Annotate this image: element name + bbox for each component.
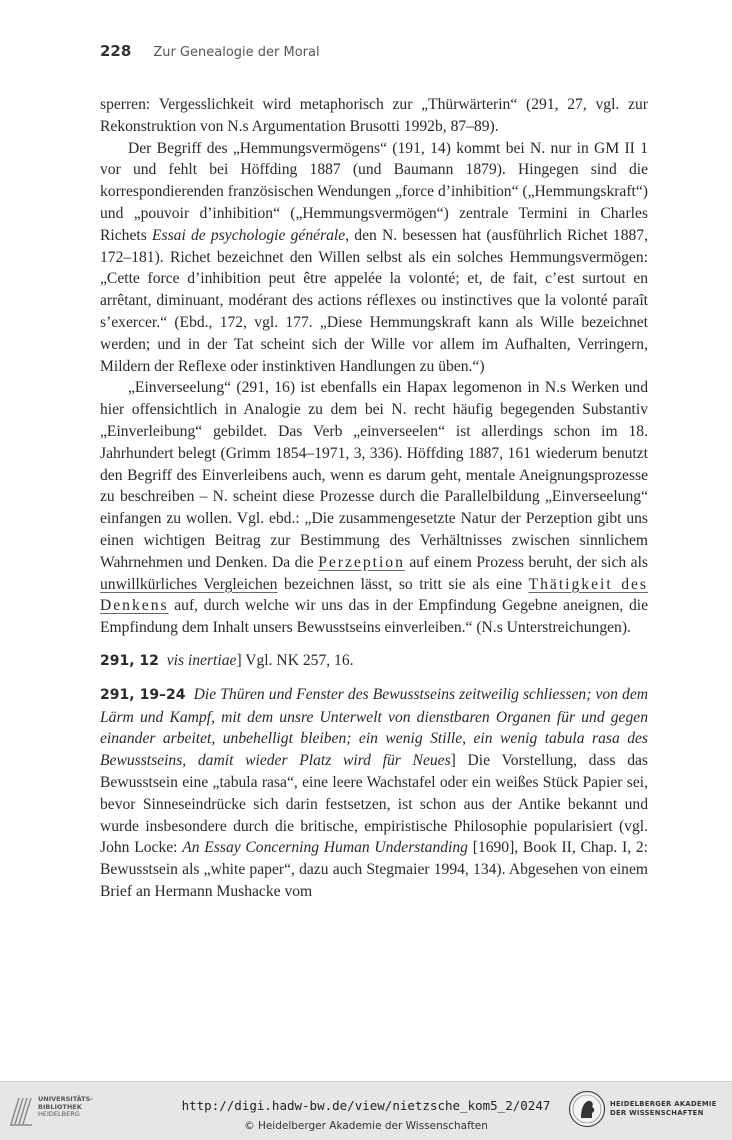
lemma-reference: 291, 19–24 [100,686,186,703]
underlined-perzeption: Perzeption [318,553,405,571]
underlined-vergleichen: unwillkürliches Vergleichen [100,575,278,593]
lemma-reference: 291, 12 [100,652,159,669]
running-title: Zur Genealogie der Moral [153,45,320,60]
library-name: UNIVERSITÄTS- BIBLIOTHEK HEIDELBERG [38,1095,93,1118]
lemma-text: vis inertiae [166,651,237,669]
copyright-notice: © Heidelberger Akademie der Wissenschaften [244,1120,488,1132]
lemma-text: Die Thüren und Fenster des Bewusstseins zeitweilig schliessen; von dem Lärm und Kampf, mit dem unsre Unterwelt von dienstbaren Organen für und gegen einander arbeitet, unbehelligt bleiben; ein wenig Stille, ein wenig tabula rasa des Bewusstseins, damit wieder Platz wird für Neues [100,685,648,770]
paragraph-1: sperren: Vergesslichkeit wird metaphorisch zur „Thürwärterin“ (291, 27, vgl. zur Rekonstruktion von N.s Argumentation Brusotti 1992b, 87–89). [100,96,648,135]
commentary-text [100,94,648,903]
underlined-taetigkeit: Thätigkeit des Denkens [100,575,648,615]
paragraph-3: „Einverseelung“ (291, 16) ist ebenfalls ein Hapax legomenon in N.s Werken und hier offensichtlich in Analogie zu dem bei N. recht häufig begegenden Substantiv „Einverleibung“ gebildet. Das Verb „einverseelen“ ist allerdings schon im 18. Jahrhundert belegt (Grimm 1854–1971, 3, 336). Höffding 1887, 161 wiederum benutzt den Begriff des Einverleibens auch, wenn es darum geht, mentale Aneignungsprozesse zu beschreiben – N. scheint diese Prozesse durch die Parallelbildung „Einverseelung“ einfangen zu wollen. Vgl. ebd.: „Die zusammengesetzte Natur der Perzeption gibt uns einen wichtigen Beitrag zur Bestimmung des Verhältnisses zwischen sinnlichem Wahrnehmen und Denken. Da die Perzeption auf einem Prozess beruht, der sich als unwillkürliches Vergleichen bezeichnen lässt, so tritt sie als eine Thätigkeit des Denkens auf, durch welche wir uns das in der Empfindung Gegebne aneignen, die Empfindung dem Inhalt unsers Bewusstseins einverleiben.“ (N.s Unterstreichungen). [100,379,648,637]
source-url-link[interactable]: http://digi.hadw-bw.de/view/nietzsche_kom5_2/0247 [181,1098,551,1113]
academy-seal-icon [568,1090,606,1128]
footer-bar [0,1081,732,1140]
lemma-entry-291-19: 291, 19–24 Die Thüren und Fenster des Bewusstseins zeitweilig schliessen; von dem Lärm und Kampf, mit dem unsre Unterwelt von dienstbaren Organen für und gegen einander arbeitet, unbehelligt bleiben; ein wenig Stille, ein wenig tabula rasa des Bewusstseins, damit wieder Platz wird für Neues] Die Vorstellung, dass das Bewusstsein eine „tabula rasa“, eine leere Wachstafel oder ein weißes Stück Papier sei, bevor Sinneseindrücke sich darin festsetzen, ist schon aus der Antike bekannt und wurde insbesondere durch die britische, empiristische Philosophie popularisiert (vgl. John Locke: An Essay Concerning Human Understanding [1690], Book II, Chap. I, 2: Bewusstsein als „white paper“, dazu auch Stegmaier 1994, 134). Abgesehen von einem Brief an Hermann Mushacke vom [100,685,648,900]
paragraph-2: Der Begriff des „Hemmungsvermögens“ (191, 14) kommt bei N. nur in GM II 1 vor und fehlt bei Höffding 1887 (und Baumann 1879). Hingegen sind die korrespondierenden französischen Wendungen „force d’inhibition“ („Hemmungskraft“) und „pouvoir d’inhibition“ („Hemmungsvermögen“) zentrale Termini in Charles Richets Essai de psychologie générale, den N. besessen hat (ausführlich Richet 1887, 172–181). Richet bezeichnet den Willen selbst als ein solches Hemmungsvermögen: „Cette force d’inhibition peut être appelée la volonté; et, de fait, c’est surtout en arrêtant, diminuant, modérant des actions réflexes ou instinctives que la volonté paraît s’exercer.“ (Ebd., 172, vgl. 177. „Diese Hemmungskraft kann als Wille bezeichnet werden; und in der Tat scheint sich der Wille vor allem im Aufhalten, Verringern, Mildern der Reflexe oder instinktiven Handlungen zu üben.“) [100,139,648,375]
lemma-entry-291-12: 291, 12 vis inertiae] Vgl. NK 257, 16. [100,651,354,669]
running-header [100,42,320,66]
locke-essay-title: An Essay Concerning Human Understanding [182,839,468,857]
richet-essai-title: Essai de psychologie générale [152,226,346,244]
academy-name: HEIDELBERGER AKADEMIE DER WISSENSCHAFTEN [610,1100,717,1117]
page-number: 228 [100,42,132,60]
